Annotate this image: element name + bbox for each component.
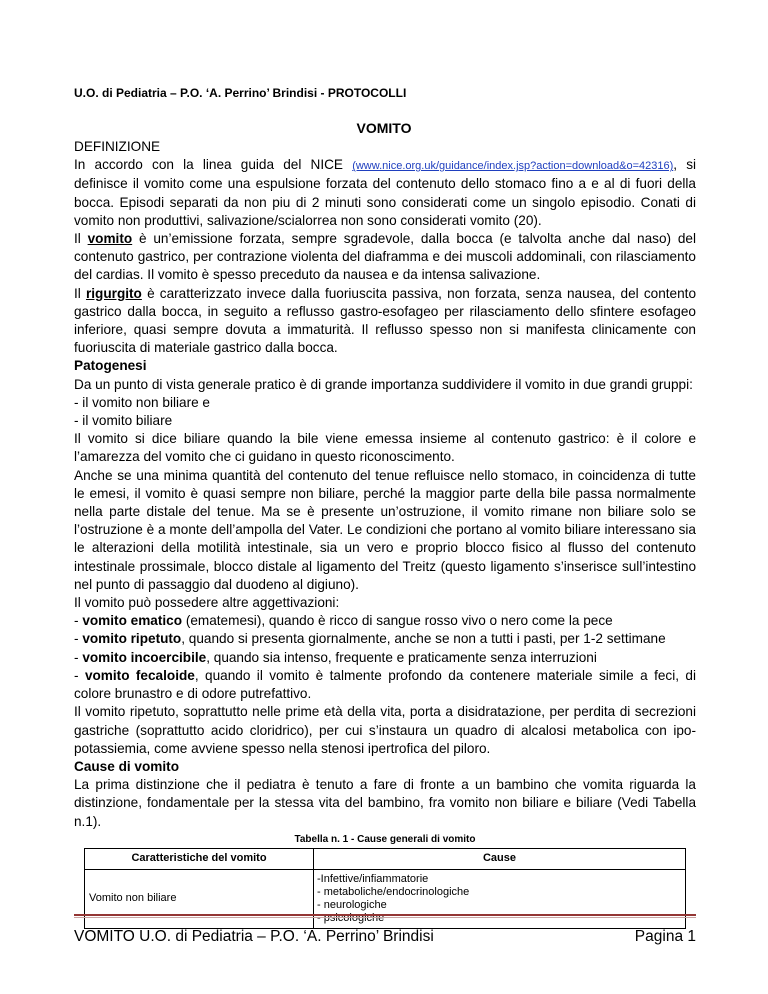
definition-text: , si definisce il vomito come una espulsione forzata del contenuto dello stomaco fino a e al di fuori della bocca. Episodi separati da non piu di 2 minuti sono considerati come un singolo episodio. Conati di vomito non produttivi, salivazione/scialorrea non sono considerati vomito (20). (74, 157, 697, 228)
ripetuto-label: vomito ripetuto (82, 631, 182, 647)
vomito-paragraph (74, 230, 696, 285)
patogenesi-paragraph-2: Il vomito si dice biliare quando la bile viene emessa insieme al contenuto gastrico: è il colore e l’amarezza del vomito che ci guidano in questo riconoscimento. (74, 431, 696, 465)
vomito-text: è un’emissione forzata, sempre sgradevole, dalla bocca (e talvolta anche dal naso) del contenuto gastrico, per contrazione violenta del diaframma e dei muscoli addominali, con rilasciamento del cardias. Il vomito è spesso preceduto da nausea e da intensa salivazione. (74, 231, 696, 283)
page-title: VOMITO (356, 120, 412, 136)
table-caption: Tabella n. 1 - Cause generali di vomito (294, 833, 476, 845)
rigurgito-paragraph (74, 285, 696, 358)
fecaloide-label: vomito fecaloide (84, 667, 195, 683)
list-item-ripetuto: - vomito ripetuto, quando si presenta giornalmente, anche se non a tutti i pasti, per 1-2 settimane (74, 631, 666, 647)
ematico-label: vomito ematico (82, 613, 183, 629)
list-item-fecaloide: - vomito fecaloide, quando il vomito è talmente profondo da contenere materiale simile a feci, di colore brunastro e di odore putrefattivo. (74, 667, 697, 702)
rigurgito-prefix: Il (74, 285, 81, 301)
ematico-text: (ematemesi), quando è ricco di sangue rosso vivo o nero come la pece (185, 613, 613, 629)
patogenesi-paragraph-4: Il vomito può possedere altre aggettivazioni: (74, 595, 340, 611)
vomito-term: vomito (87, 231, 133, 247)
definition-heading: DEFINIZIONE (74, 139, 161, 154)
vomito-prefix: Il (74, 231, 81, 247)
table-header-row (85, 848, 686, 869)
document-header: U.O. di Pediatria – P.O. ‘A. Perrino’ Brindisi - PROTOCOLLI (74, 86, 407, 100)
table-header-characteristics: Caratteristiche del vomito (85, 848, 314, 869)
cause-item: -Infettive/infiammatorie (317, 872, 429, 885)
nice-guideline-link[interactable]: (www.nice.org.uk/guidance/index.jsp?action=download&o=42316) (352, 160, 674, 173)
cause-paragraph-1: La prima distinzione che il pediatra è tenuto a fare di fronte a un bambino che vomita riguarda la distinzione, fondamentale per la stessa vita del bambino, fra vomito non biliare e biliare (Vedi Tabella n.1). (74, 777, 696, 829)
incoercibile-text: , quando sia intenso, frequente e praticamente senza interruzioni (206, 649, 597, 665)
cause-item: - psicologiche (317, 911, 385, 924)
list-item-biliare: - il vomito biliare (74, 413, 173, 429)
patogenesi-paragraph-5: Il vomito ripetuto, soprattutto nelle prime età della vita, porta a disidratazione, per perdita di secrezioni gastriche (soprattutto acido cloridrico), per cui s’instaura un quadro di alcalosi metabolica con ipo-potassiemia, come avviene spesso nella stenosi ipertrofica del piloro. (74, 704, 696, 756)
list-item-incoercibile: - vomito incoercibile, quando sia intenso, frequente e praticamente senza interruzioni (74, 649, 597, 665)
footer-title: VOMITO U.O. di Pediatria – P.O. ‘A. Perrino’ Brindisi (74, 928, 434, 945)
incoercibile-label: vomito incoercibile (82, 649, 207, 665)
cause-heading: Cause di vomito (74, 758, 179, 774)
table-cell-characteristic: Vomito non biliare (85, 869, 314, 928)
patogenesi-heading: Patogenesi (74, 358, 147, 374)
patogenesi-paragraph-1: Da un punto di vista generale pratico è di grande importanza suddividere il vomito in due grandi gruppi: (74, 376, 693, 392)
list-item-non-biliare: - il vomito non biliare e (74, 394, 210, 410)
page-footer (74, 911, 696, 946)
document-body (74, 138, 696, 929)
cause-item: - neurologiche (317, 898, 387, 911)
cause-item: - metaboliche/endocrinologiche (317, 885, 470, 898)
list-item-ematico: - vomito ematico (ematemesi), quando è ricco di sangue rosso vivo o nero come la pece (74, 613, 613, 629)
ripetuto-text: , quando si presenta giornalmente, anche se non a tutti i pasti, per 1-2 settimane (181, 631, 666, 647)
rigurgito-term: rigurgito (85, 285, 142, 301)
rigurgito-text: è caratterizzato invece dalla fuoriuscita passiva, non forzata, senza nausea, del contento gastrico dalla bocca, in seguito a reflusso gastro-esofageo per rilasciamento dello sfintere esofageo inferiore, quasi sempre dovuta a immaturità. Il reflusso spesso non si manifesta clinicamente con fuoriuscita di materiale gastrico dalla bocca. (74, 285, 696, 356)
table-header-causes: Cause (314, 848, 686, 869)
definition-paragraph (74, 156, 696, 230)
fecaloide-text: , quando il vomito è talmente profondo da contenere materiale simile a feci, di colore brunastro e di odore putrefattivo. (74, 667, 697, 702)
page-number: Pagina 1 (634, 928, 696, 945)
patogenesi-paragraph-3: Anche se una minima quantità del contenuto del tenue refluisce nello stomaco, in coincidenza di tutte le emesi, il vomito è quasi sempre non biliare, perché la maggior parte della bile passa normalmente nella parte distale del tenue. Ma se è presente un’ostruzione, il vomito rimane non biliare solo se l’ostruzione è a monte dell’ampolla del Vater. Le condizioni che portano al vomito biliare interessano sia le alterazioni della motilità intestinale, sia un vero e proprio blocco fisico al flusso del contenuto intestinale prossimale, blocco distale al ligamento del Treitz (questo ligamento s’inserisce sull’intestino nel punto di passaggio dal duodeno al digiuno). (74, 467, 696, 592)
definition-intro: In accordo con la linea guida del NICE (74, 157, 344, 173)
